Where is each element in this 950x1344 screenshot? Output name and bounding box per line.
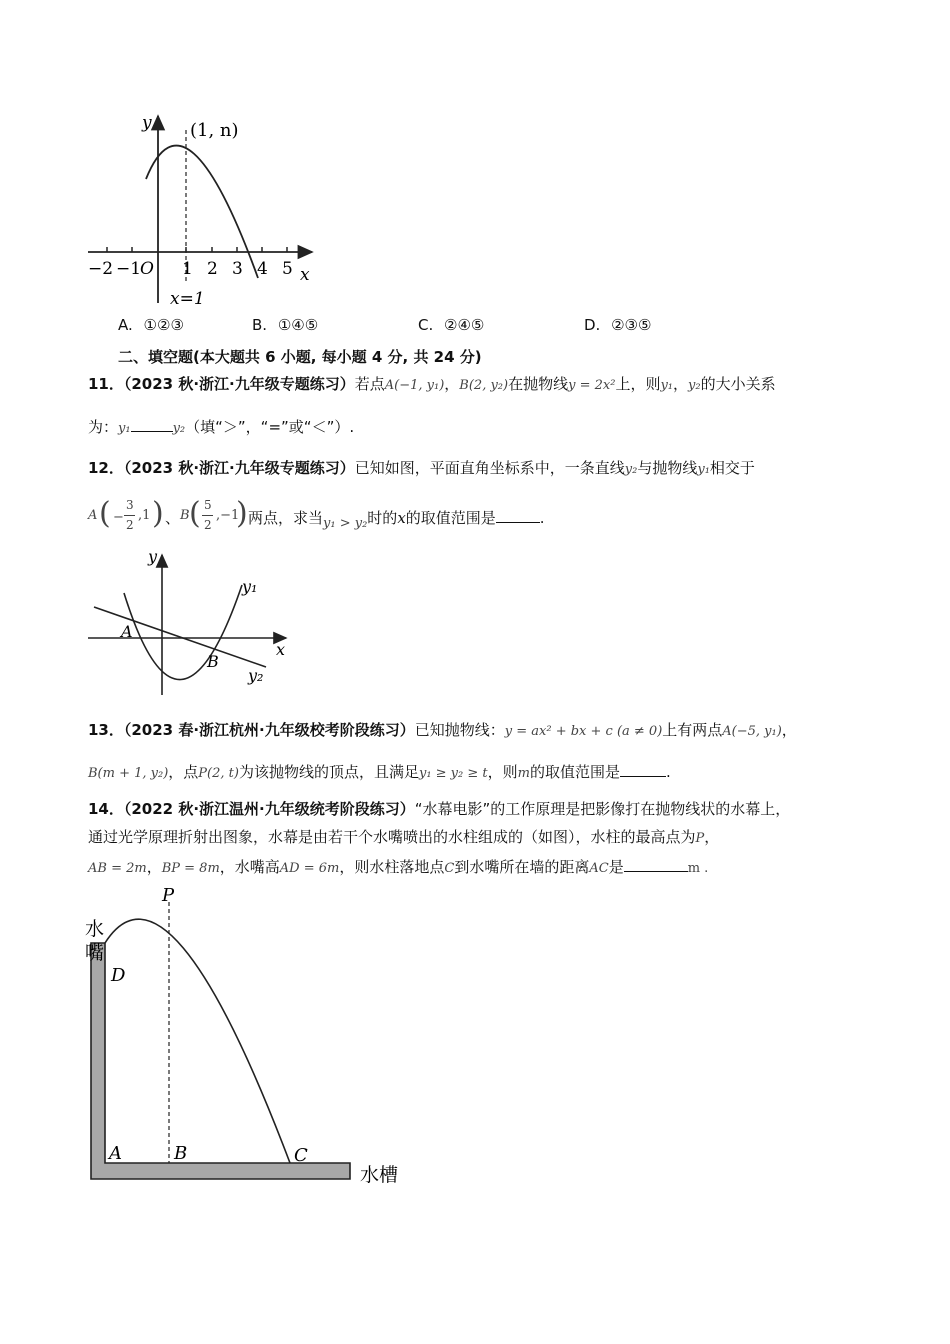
- text: 为该抛物线的顶点，且满足: [238, 763, 419, 781]
- point-p: P: [695, 831, 705, 846]
- line-y2-label: y₂: [248, 666, 264, 685]
- option-text: ①④⑤: [277, 316, 319, 334]
- text: ，则: [487, 763, 518, 781]
- wall-and-trough: [91, 943, 350, 1179]
- question-number: 14．: [88, 800, 124, 818]
- equation: y = ax² + bx + c (a ≠ 0): [504, 724, 663, 739]
- text: ，: [704, 828, 720, 846]
- origin-label: O: [140, 259, 154, 279]
- vertex-label: (1, n): [190, 120, 239, 141]
- q14-water-curtain-figure: [80, 880, 420, 1190]
- question-number: 13．: [88, 721, 124, 739]
- fraction-denominator: 2: [126, 518, 134, 532]
- text: （填“＞”，“=”或“＜”）.: [185, 418, 355, 436]
- length-ab: AB = 2m: [88, 861, 147, 876]
- y-axis-label: y: [142, 113, 152, 133]
- q11-line-2: [88, 416, 354, 437]
- q11-line-1: [88, 373, 776, 394]
- nozzle-label: 嘴: [85, 942, 105, 964]
- q12-line-2-tail: [248, 507, 545, 531]
- text: 通过光学原理折射出图象，水幕是由若干个水嘴喷出的水柱组成的（如图），水柱的最高点为: [88, 828, 696, 846]
- answer-blank[interactable]: [624, 857, 688, 872]
- question-source: （2023 秋·浙江·九年级专题练习）: [123, 459, 355, 477]
- text: ，水嘴高: [219, 858, 280, 876]
- text: 的取值范围是: [529, 763, 620, 781]
- length-bp: BP = 8m: [161, 861, 220, 876]
- fraction-numerator: 3: [126, 498, 134, 512]
- question-source: （2023 秋·浙江·九年级专题练习）: [123, 375, 355, 393]
- option-letter: C.: [418, 316, 434, 334]
- point-b: B(2, y₂): [459, 378, 509, 393]
- var-y1: y₁: [697, 462, 710, 477]
- option-text: ①②③: [143, 316, 184, 334]
- text: 与抛物线: [637, 459, 698, 477]
- point-c-label: C: [294, 1145, 308, 1166]
- text: ，: [781, 721, 797, 739]
- answer-blank[interactable]: [131, 417, 173, 432]
- q12-line-1: [88, 457, 755, 478]
- q10-option-c[interactable]: [418, 316, 484, 334]
- q10-option-d[interactable]: [584, 316, 651, 334]
- parabola-y1: [124, 585, 242, 680]
- option-letter: A.: [118, 316, 133, 334]
- text: “水幕电影”的工作原理是把影像打在抛物线状的水幕上，: [414, 800, 791, 818]
- text: 的大小关系: [700, 375, 776, 393]
- var-y1: y₁: [660, 378, 674, 393]
- point-p-label: P: [162, 885, 175, 906]
- q14-line-2: [88, 826, 719, 847]
- point-a: A(−1, y₁): [384, 378, 445, 393]
- answer-blank[interactable]: [620, 762, 666, 777]
- text: ，点: [168, 763, 199, 781]
- text: 已知如图，平面直角坐标系中，一条直线: [354, 459, 625, 477]
- text: ，: [444, 375, 460, 393]
- question-number: 12．: [88, 459, 124, 477]
- point-b-label: B: [207, 652, 219, 671]
- q13-line-1: [88, 719, 797, 740]
- text: ，: [673, 375, 689, 393]
- y-axis-label: y: [148, 547, 158, 566]
- text: 上有两点: [662, 721, 723, 739]
- text: 的取值范围是: [405, 509, 496, 527]
- section-title: 二、填空题(本大题共 6 小题, 每小题 4 分, 共 24 分): [118, 348, 482, 366]
- trough-label: 水槽: [360, 1164, 399, 1186]
- var-x: x: [397, 509, 406, 527]
- q10-option-b[interactable]: [252, 316, 318, 334]
- answer-blank[interactable]: [496, 508, 540, 523]
- text: 、: [165, 509, 181, 527]
- nozzle-label: 水: [85, 918, 105, 940]
- tick-label: −1: [116, 259, 142, 279]
- condition: y₁ > y₂: [323, 516, 368, 531]
- tick-label: 5: [282, 259, 293, 279]
- length-ad: AD = 6m: [279, 861, 340, 876]
- text: 上，则: [615, 375, 661, 393]
- length-ac: AC: [589, 861, 609, 876]
- point-p: P(2, t): [198, 766, 239, 781]
- point-d-label: D: [111, 965, 126, 986]
- text: ，: [146, 858, 162, 876]
- q14-line-1: [88, 798, 790, 819]
- point-b-letter: B: [180, 508, 190, 523]
- text: 在抛物线: [508, 375, 569, 393]
- tick-label: 2: [207, 259, 218, 279]
- point-a: A(−5, y₁): [722, 724, 782, 739]
- point-b-rest: ,−1: [216, 508, 240, 523]
- tick-label: 3: [232, 259, 243, 279]
- text: 相交于: [709, 459, 755, 477]
- question-source: （2022 秋·浙江温州·九年级统考阶段练习）: [123, 800, 415, 818]
- option-letter: B.: [252, 316, 268, 334]
- question-source: （2023 春·浙江杭州·九年级校考阶段练习）: [123, 721, 415, 739]
- text: 若点: [354, 375, 385, 393]
- tick-label: 1: [182, 259, 193, 279]
- q14-line-3: [88, 856, 708, 877]
- text: .: [539, 509, 545, 527]
- option-text: ②④⑤: [444, 316, 485, 334]
- point-a-label: A: [109, 1143, 122, 1164]
- option-letter: D.: [584, 316, 601, 334]
- var-y2: y₂: [172, 421, 186, 436]
- var-y2: y₂: [688, 378, 701, 393]
- var-y1: y₁: [118, 421, 131, 436]
- text: 是: [608, 858, 624, 876]
- curve-y1-label: y₁: [242, 577, 258, 596]
- q10-option-a[interactable]: [118, 316, 184, 334]
- point-a-letter: A: [88, 508, 98, 523]
- text: 时的: [367, 509, 398, 527]
- text: 两点，求当: [248, 509, 324, 527]
- condition: y₁ ≥ y₂ ≥ t: [418, 766, 488, 781]
- option-text: ②③⑤: [611, 316, 652, 334]
- var-y2: y₂: [624, 462, 638, 477]
- q10-parabola-figure: [80, 108, 330, 308]
- text: ，则水柱落地点: [339, 858, 445, 876]
- q12-figure: [84, 545, 294, 697]
- x-axis-label: x: [276, 640, 286, 659]
- question-number: 11．: [88, 375, 124, 393]
- text: 到水嘴所在墙的距离: [454, 858, 590, 876]
- unit: m .: [687, 861, 709, 876]
- point-b-label: B: [174, 1143, 188, 1164]
- equation: y = 2x²: [568, 378, 616, 393]
- fraction-denominator: 2: [204, 518, 212, 532]
- text: .: [665, 763, 671, 781]
- x-axis-label: x: [300, 265, 310, 285]
- var-m: m: [517, 766, 530, 781]
- point-a-rest: ,1: [138, 508, 151, 523]
- point-b: B(m + 1, y₂): [88, 766, 169, 781]
- line-y2: [94, 607, 266, 667]
- tick-label: 4: [257, 259, 268, 279]
- symmetry-axis-label: x=1: [170, 289, 205, 308]
- text: 为：: [88, 418, 119, 436]
- water-parabola: [105, 919, 290, 1163]
- tick-label: −2: [88, 259, 114, 279]
- fraction-numerator: 5: [204, 498, 212, 512]
- q13-line-2: [88, 761, 671, 782]
- point-c: C: [444, 861, 455, 876]
- text: 已知抛物线：: [414, 721, 505, 739]
- point-a-label: A: [121, 622, 133, 641]
